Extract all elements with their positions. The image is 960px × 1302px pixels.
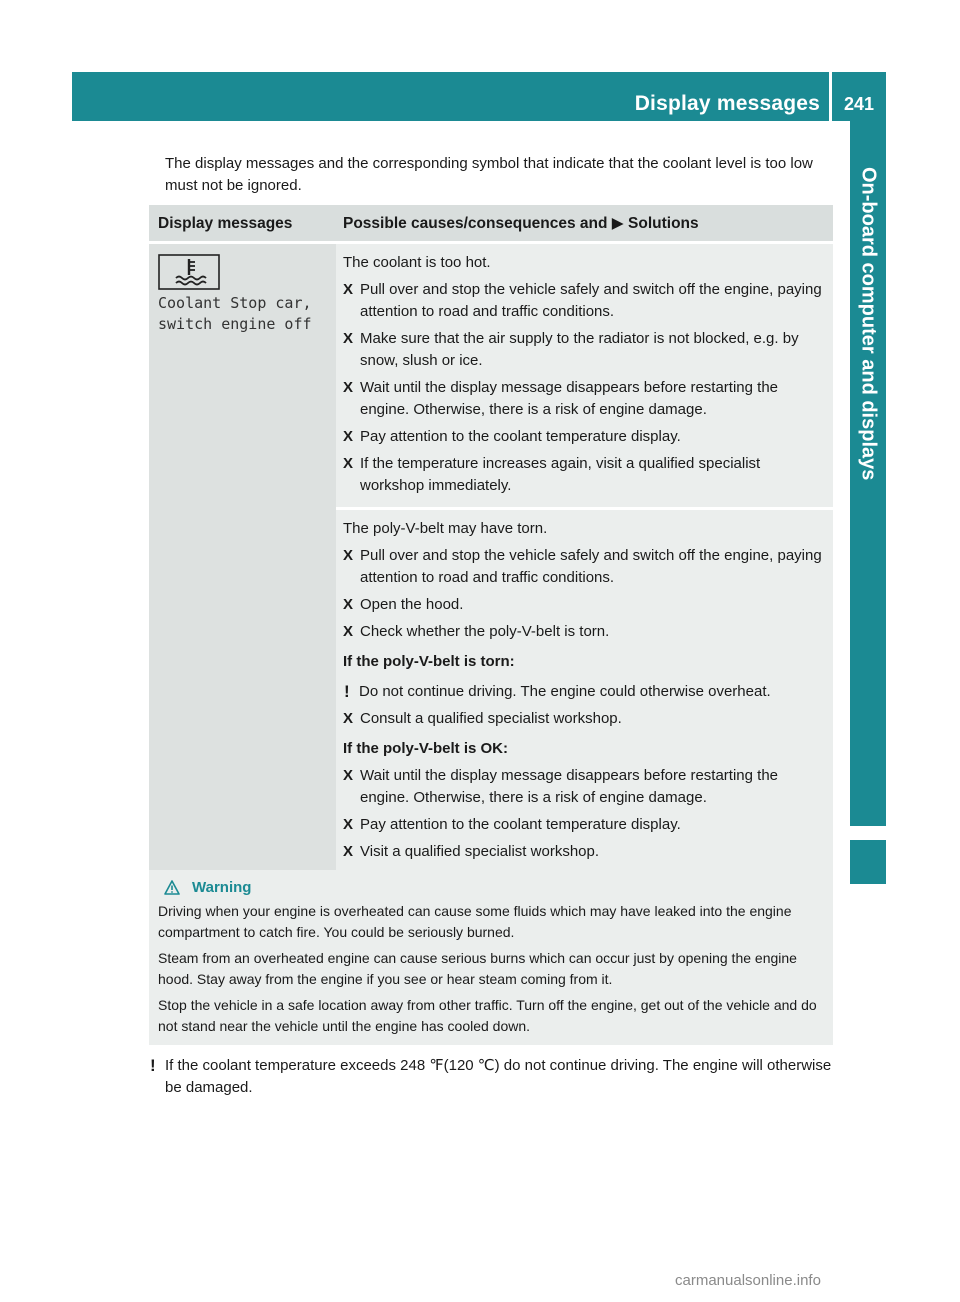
warning-paragraph: Stop the vehicle in a safe location away from other traffic. Turn off the engine, get out of the vehicle and do not stand near the vehicle until the engine has cooled down. (158, 997, 817, 1034)
step-marker: X (343, 710, 354, 727)
list-item: X Pay attention to the coolant temperature display. (343, 814, 827, 836)
side-tab-label: On-board computer and displays (857, 167, 880, 481)
list-item: X Pull over and stop the vehicle safely and switch off the engine, paying attention to road and traffic conditions. (343, 281, 822, 320)
page-number: 241 (843, 94, 875, 114)
step-marker: X (343, 379, 354, 396)
table-header-display-messages: Display messages (158, 215, 293, 232)
warning-heading (158, 877, 825, 898)
warning-paragraph: Driving when your engine is overheated can cause some fluids which may have leaked into the engine compartment to catch fire. You could be seriously burned. (158, 903, 792, 940)
step-marker: X (343, 547, 354, 564)
list-item: X Wait until the display message disappears before restarting the engine. Otherwise, there is a risk of engine damage. (343, 767, 779, 806)
coolant-temperature-icon (158, 254, 220, 290)
warning-triangle-icon (164, 880, 180, 895)
warning-box (149, 870, 833, 1045)
coolant-temperature-note: ! If the coolant temperature exceeds 248 ℉(120 ℃) do not continue driving. The engine will otherwise be damaged. (150, 1056, 832, 1096)
display-message-cell (149, 244, 336, 873)
section-poly-v-belt (336, 510, 833, 873)
warning-paragraph: Steam from an overheated engine can cause serious burns which can occur just by opening the engine hood. Stay away from the engine if you see or hear steam coming from it. (158, 950, 797, 987)
header-divider (829, 72, 832, 121)
display-messages-table (149, 205, 833, 873)
belt-torn-note: ! Do not continue driving. The engine could otherwise overheat. (344, 682, 771, 701)
arrow-icon: ▶ (611, 215, 624, 232)
step-marker: X (343, 816, 354, 833)
table-header-solutions: Possible causes/consequences and ▶ Solutions (343, 215, 699, 232)
caution-icon: ! (150, 1056, 156, 1075)
cause-text: The coolant is too hot. (343, 254, 491, 271)
side-marker (850, 840, 886, 884)
list-item: X Consult a qualified specialist workshop. (343, 708, 827, 730)
header-bar (72, 72, 886, 121)
warning-title: Warning (192, 879, 252, 896)
list-item: X Wait until the display message disappears before restarting the engine. Otherwise, there is a risk of engine damage. (343, 379, 779, 418)
table-header (149, 205, 833, 241)
step-marker: X (343, 281, 354, 298)
belt-torn-heading: If the poly-V-belt is torn: (343, 653, 515, 670)
list-item: X Make sure that the air supply to the radiator is not blocked, e.g. by snow, slush or ice. (343, 330, 799, 369)
cause-text: The poly-V-belt may have torn. (343, 520, 548, 537)
step-marker: X (343, 596, 354, 613)
page-title: Display messages (634, 92, 820, 115)
list-item: X If the temperature increases again, visit a qualified specialist workshop immediately. (343, 455, 761, 494)
step-marker: X (343, 455, 354, 472)
side-tab (850, 121, 886, 826)
list-item: X Visit a qualified specialist workshop. (343, 841, 827, 863)
table-body (149, 244, 833, 873)
list-item: X Pay attention to the coolant temperature display. (343, 426, 827, 448)
solutions-cell (336, 244, 833, 873)
step-marker: X (343, 843, 354, 860)
caution-icon: ! (344, 682, 350, 701)
watermark: carmanualsonline.info (675, 1272, 821, 1289)
step-marker: X (343, 767, 354, 784)
step-marker: X (343, 623, 354, 640)
step-marker: X (343, 330, 354, 347)
display-message-text: Coolant Stop car, switch engine off (158, 294, 312, 333)
list-item: X Open the hood. (343, 594, 827, 616)
list-item: X Check whether the poly-V-belt is torn. (343, 621, 827, 643)
section-coolant-too-hot (336, 244, 833, 507)
belt-ok-heading: If the poly-V-belt is OK: (343, 740, 509, 757)
intro-text: The display messages and the corresponding symbol that indicate that the coolant level is too low must not be ignored. (165, 155, 813, 194)
list-item: X Pull over and stop the vehicle safely and switch off the engine, paying attention to road and traffic conditions. (343, 547, 822, 586)
step-marker: X (343, 428, 354, 445)
